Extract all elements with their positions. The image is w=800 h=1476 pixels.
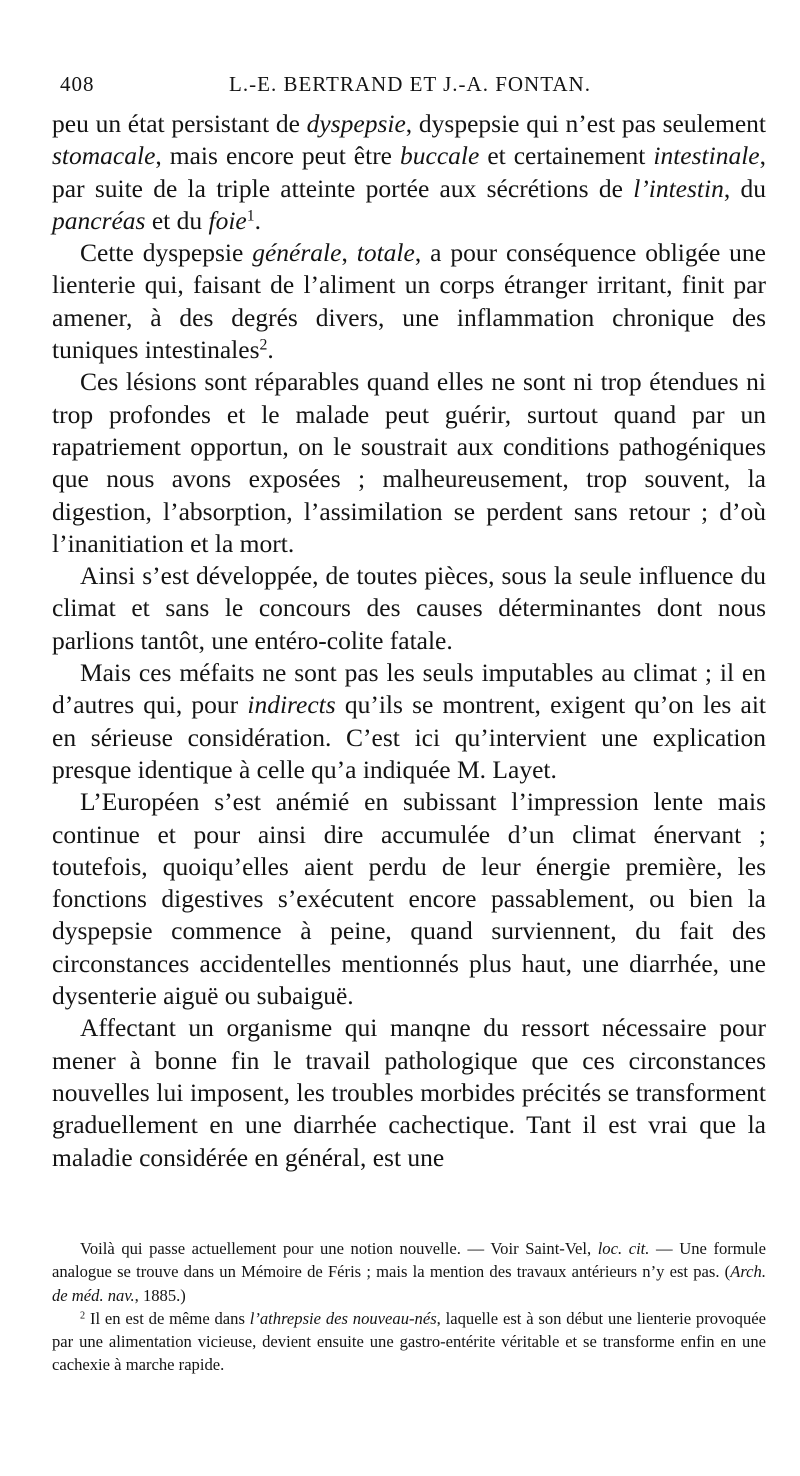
page-header xyxy=(60,72,760,106)
text-run: , par suite de la triple atteinte portée aux sécrétions de xyxy=(52,141,766,203)
italic-text: Arch. de méd. nav. xyxy=(52,1262,766,1305)
italic-text: l’intestin xyxy=(633,173,724,203)
paragraph xyxy=(52,108,766,237)
text-run: , a pour conséquence obligée une lienterie qui, faisant de l’aliment un corps étranger irritant, finit par amener, à des degrés divers, une inflammation chronique des tuniques intestinales xyxy=(52,238,767,365)
text-run: et certainement xyxy=(479,141,654,171)
running-head: L.-E. BERTRAND ET J.-A. FONTAN. xyxy=(229,72,591,96)
italic-text: l’athrepsie des nouveau-nés xyxy=(249,1308,437,1328)
text-run: . xyxy=(254,205,262,235)
italic-text: totale xyxy=(356,238,415,268)
text-run: et du xyxy=(145,205,209,235)
footnote xyxy=(52,1237,766,1307)
italic-text: dyspepsie xyxy=(306,109,406,138)
text-run: . xyxy=(267,335,274,365)
text-run: , dyspepsie qui n’est pas seulement xyxy=(405,109,766,138)
italic-text: loc. cit. xyxy=(597,1239,650,1258)
text-run: Il en est de même dans xyxy=(85,1308,250,1328)
text-run: qu’ils se montrent, exigent qu’on les ait en sérieuse considération. C’est ici qu’intervient une explication presque identique à celle qu’a indiquée M. Layet. xyxy=(52,690,766,784)
page-number: 408 xyxy=(60,72,95,96)
italic-text: intestinale xyxy=(653,141,760,171)
text-run: , 1885.) xyxy=(134,1285,186,1305)
italic-text: pancréas xyxy=(52,205,146,235)
text-run: , mais encore peut être xyxy=(155,141,401,171)
text-run: Ces lésions sont réparables quand elles ne sont ni trop étendues ni trop profondes et le malade peut guérir, surtout quand par un rapatriement opportun, on le soustrait aux conditions pathogéniques que nous avons exposées ; malheureusement, trop souvent, la digestion, l’absorption, l’assimilation se perdent sans retour ; d’où l’inanitiation et la mort. xyxy=(52,367,766,558)
text-run: peu un état persistant de xyxy=(52,109,307,138)
text-run: , laquelle est à son début une lienterie provoquée par une alimentation vicieuse, devient ensuite une gastro-entérite véritable et se transforme enfin en une cachexie à marche rapide. xyxy=(52,1308,766,1375)
footnote-marker: 2 xyxy=(80,1310,86,1322)
italic-text: générale xyxy=(252,238,342,268)
paragraph xyxy=(52,560,766,657)
text-run: , xyxy=(341,238,357,268)
italic-text: buccale xyxy=(400,141,480,171)
text-run: Affectant un organisme qui manqne du ressort nécessaire pour mener à bonne fin le travail pathologique que ces circonstances nouvelles lui imposent, les troubles morbides précités se transforment graduellement en une diarrhée cachectique. Tant il est vrai que la maladie considérée en général, est une xyxy=(52,1013,766,1172)
footnote-marker: 2 xyxy=(259,336,268,354)
footnotes xyxy=(52,1237,766,1377)
paragraph xyxy=(52,657,766,786)
body-text xyxy=(52,108,766,1174)
text-run: Ainsi s’est développée, de toutes pièces, sous la seule influence du climat et sans le concours des causes déterminantes dont nous parlions tantôt, une entéro-colite fatale. xyxy=(52,561,766,655)
text-run: Cette dyspepsie xyxy=(80,238,253,268)
text-run: , du xyxy=(723,173,766,203)
paragraph xyxy=(52,366,766,560)
italic-text: stomacale xyxy=(52,141,156,171)
text-run: — Une formule analogue se trouve dans un Mémoire de Féris ; mais la mention des travaux antérieurs n’y est pas. ( xyxy=(52,1239,766,1282)
footnote xyxy=(52,1307,766,1377)
footnote-marker: 1 xyxy=(246,207,255,225)
text-run: Voilà qui passe actuellement pour une notion nouvelle. — Voir Saint-Vel, xyxy=(80,1239,598,1258)
italic-text: foie xyxy=(208,205,247,235)
text-run: L’Européen s’est anémié en subissant l’impression lente mais continue et pour ainsi dire accumulée d’un climat énervant ; toutefois, quoiqu’elles aient perdu de leur énergie première, les fonctions digestives s’exécutent encore passablement, ou bien la dyspepsie commence à peine, quand surviennent, du fait des circonstances accidentelles mentionnés plus haut, une diarrhée, une dysenterie aiguë ou subaiguë. xyxy=(52,787,766,1011)
text-run: Mais ces méfaits ne sont pas les seuls imputables au climat ; il en d’autres qui, pour xyxy=(52,658,766,720)
paragraph xyxy=(52,786,766,1012)
paragraph xyxy=(52,1012,766,1173)
paragraph xyxy=(52,237,766,366)
italic-text: indirects xyxy=(247,690,336,720)
